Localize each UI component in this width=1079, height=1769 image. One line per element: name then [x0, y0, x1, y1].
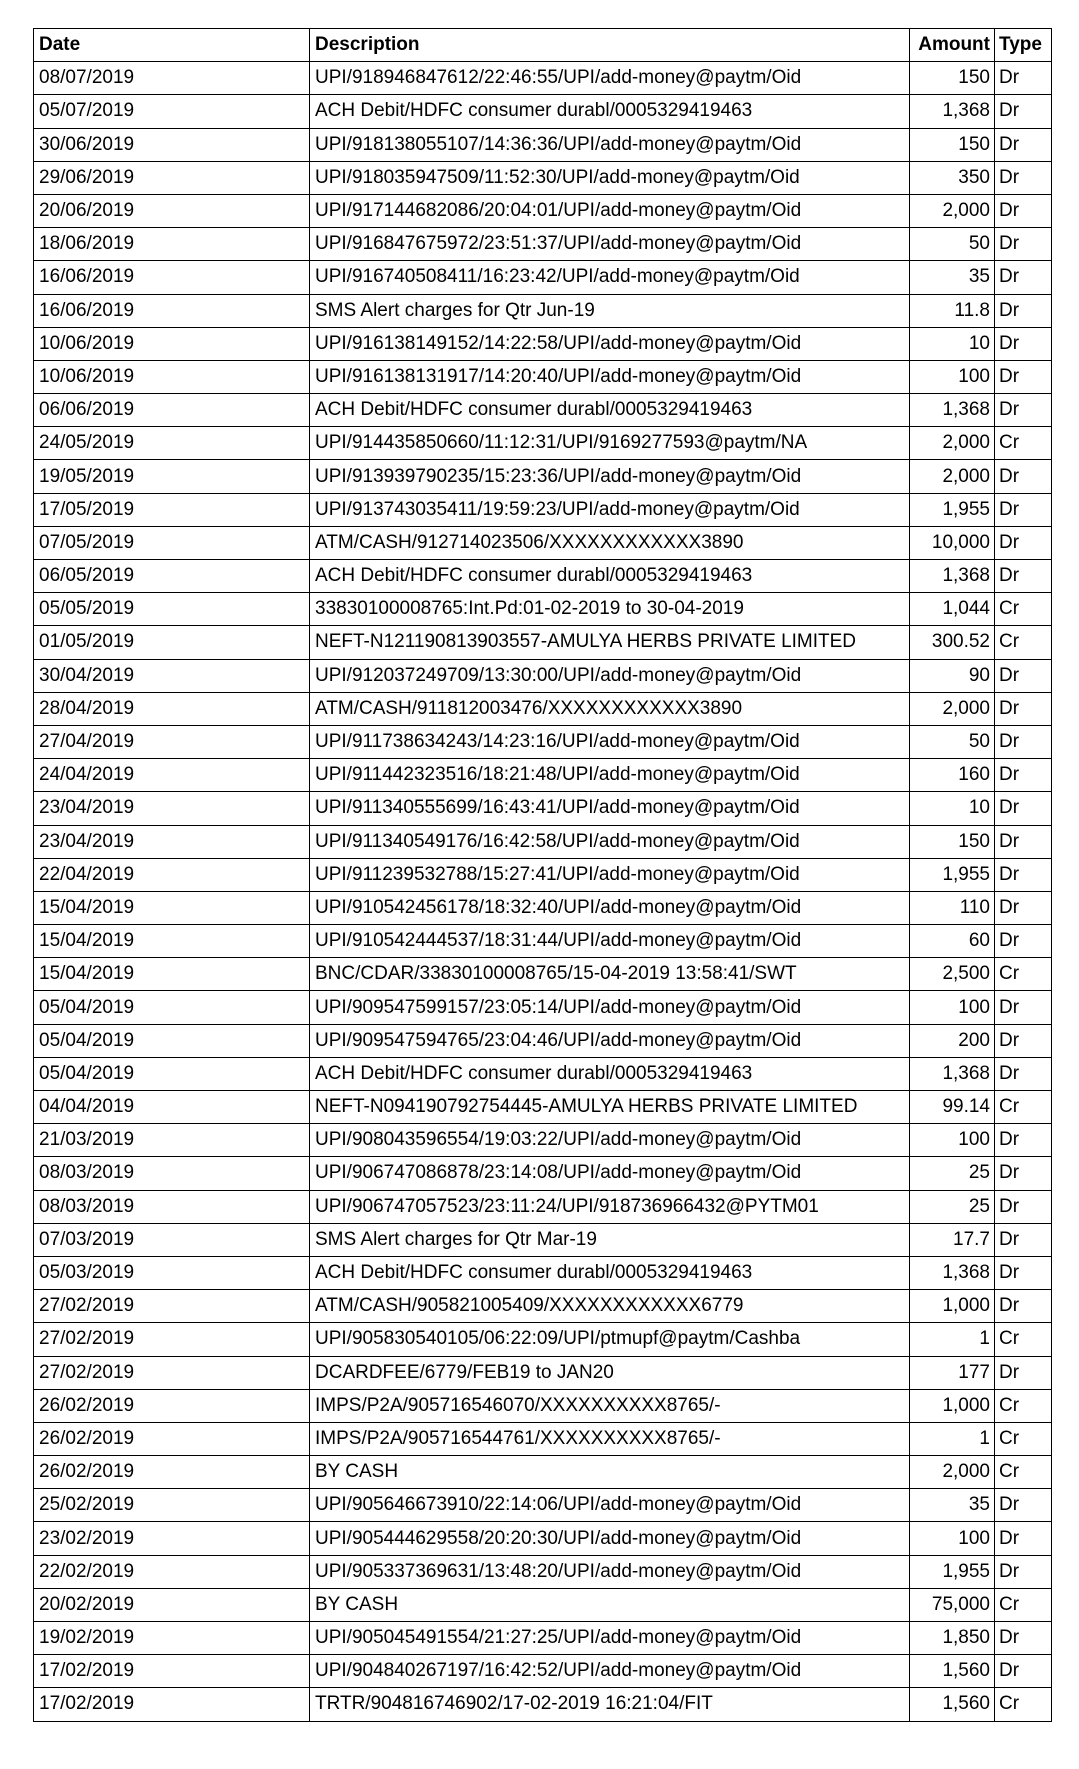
amount-cell: 1,368 — [910, 1057, 995, 1090]
type-cell: Dr — [995, 1024, 1052, 1057]
amount-cell: 11.8 — [910, 294, 995, 327]
description-cell: UPI/906747086878/23:14:08/UPI/add-money@paytm/Oid — [310, 1157, 910, 1190]
description-cell: UPI/911738634243/14:23:16/UPI/add-money@paytm/Oid — [310, 725, 910, 758]
type-cell: Dr — [995, 327, 1052, 360]
amount-cell: 1,000 — [910, 1389, 995, 1422]
table-row — [34, 327, 1052, 360]
transactions-body — [34, 62, 1052, 1721]
date-cell: 07/03/2019 — [34, 1223, 310, 1256]
date-cell: 15/04/2019 — [34, 925, 310, 958]
amount-cell: 50 — [910, 228, 995, 261]
table-row — [34, 792, 1052, 825]
table-row — [34, 593, 1052, 626]
date-cell: 28/04/2019 — [34, 692, 310, 725]
table-row — [34, 1389, 1052, 1422]
table-row — [34, 1588, 1052, 1621]
type-cell: Dr — [995, 460, 1052, 493]
table-row — [34, 1622, 1052, 1655]
date-cell: 17/02/2019 — [34, 1655, 310, 1688]
description-cell: UPI/912037249709/13:30:00/UPI/add-money@paytm/Oid — [310, 659, 910, 692]
amount-cell: 1,044 — [910, 593, 995, 626]
amount-cell: 100 — [910, 1522, 995, 1555]
type-cell: Cr — [995, 958, 1052, 991]
amount-cell: 1,368 — [910, 394, 995, 427]
table-row — [34, 1688, 1052, 1721]
type-cell: Cr — [995, 1588, 1052, 1621]
table-row — [34, 1555, 1052, 1588]
table-row — [34, 1057, 1052, 1090]
description-cell: UPI/911340555699/16:43:41/UPI/add-money@paytm/Oid — [310, 792, 910, 825]
table-row — [34, 95, 1052, 128]
amount-cell: 2,000 — [910, 692, 995, 725]
amount-cell: 25 — [910, 1157, 995, 1190]
table-row — [34, 360, 1052, 393]
amount-column-header: Amount — [910, 29, 995, 62]
table-row — [34, 261, 1052, 294]
date-cell: 10/06/2019 — [34, 327, 310, 360]
date-cell: 27/04/2019 — [34, 725, 310, 758]
type-cell: Dr — [995, 1223, 1052, 1256]
date-cell: 20/06/2019 — [34, 194, 310, 227]
description-cell: NEFT-N094190792754445-AMULYA HERBS PRIVATE LIMITED — [310, 1091, 910, 1124]
date-cell: 05/03/2019 — [34, 1256, 310, 1289]
date-cell: 24/05/2019 — [34, 427, 310, 460]
date-cell: 23/04/2019 — [34, 825, 310, 858]
table-row — [34, 858, 1052, 891]
amount-cell: 100 — [910, 1124, 995, 1157]
description-cell: UPI/905444629558/20:20:30/UPI/add-money@paytm/Oid — [310, 1522, 910, 1555]
date-cell: 07/05/2019 — [34, 526, 310, 559]
amount-cell: 100 — [910, 991, 995, 1024]
date-cell: 08/07/2019 — [34, 62, 310, 95]
description-cell: UPI/906747057523/23:11:24/UPI/918736966432@PYTM01 — [310, 1190, 910, 1223]
description-cell: BNC/CDAR/33830100008765/15-04-2019 13:58:41/SWT — [310, 958, 910, 991]
description-cell: IMPS/P2A/905716544761/XXXXXXXXXX8765/- — [310, 1422, 910, 1455]
description-cell: UPI/916740508411/16:23:42/UPI/add-money@paytm/Oid — [310, 261, 910, 294]
amount-cell: 110 — [910, 891, 995, 924]
date-cell: 22/02/2019 — [34, 1555, 310, 1588]
amount-cell: 17.7 — [910, 1223, 995, 1256]
description-cell: ACH Debit/HDFC consumer durabl/0005329419463 — [310, 95, 910, 128]
table-row — [34, 925, 1052, 958]
description-cell: UPI/911340549176/16:42:58/UPI/add-money@paytm/Oid — [310, 825, 910, 858]
date-cell: 15/04/2019 — [34, 958, 310, 991]
table-row — [34, 427, 1052, 460]
amount-cell: 60 — [910, 925, 995, 958]
type-cell: Dr — [995, 526, 1052, 559]
date-cell: 27/02/2019 — [34, 1323, 310, 1356]
amount-cell: 1 — [910, 1323, 995, 1356]
description-cell: UPI/905830540105/06:22:09/UPI/ptmupf@paytm/Cashba — [310, 1323, 910, 1356]
type-cell: Dr — [995, 62, 1052, 95]
amount-cell: 1,368 — [910, 95, 995, 128]
table-row — [34, 1489, 1052, 1522]
amount-cell: 99.14 — [910, 1091, 995, 1124]
table-row — [34, 1323, 1052, 1356]
table-row — [34, 725, 1052, 758]
type-cell: Dr — [995, 228, 1052, 261]
date-cell: 29/06/2019 — [34, 161, 310, 194]
table-row — [34, 526, 1052, 559]
type-cell: Cr — [995, 1323, 1052, 1356]
table-row — [34, 1422, 1052, 1455]
table-row — [34, 1256, 1052, 1289]
amount-cell: 1,955 — [910, 858, 995, 891]
type-cell: Dr — [995, 1522, 1052, 1555]
description-cell: 33830100008765:Int.Pd:01-02-2019 to 30-04-2019 — [310, 593, 910, 626]
date-cell: 05/04/2019 — [34, 991, 310, 1024]
description-cell: IMPS/P2A/905716546070/XXXXXXXXXX8765/- — [310, 1389, 910, 1422]
amount-cell: 150 — [910, 62, 995, 95]
description-cell: SMS Alert charges for Qtr Jun-19 — [310, 294, 910, 327]
table-row — [34, 1091, 1052, 1124]
date-cell: 05/07/2019 — [34, 95, 310, 128]
table-row — [34, 394, 1052, 427]
description-cell: ACH Debit/HDFC consumer durabl/0005329419463 — [310, 1256, 910, 1289]
table-row — [34, 62, 1052, 95]
date-cell: 18/06/2019 — [34, 228, 310, 261]
type-cell: Dr — [995, 825, 1052, 858]
description-cell: ACH Debit/HDFC consumer durabl/0005329419463 — [310, 394, 910, 427]
description-cell: UPI/905646673910/22:14:06/UPI/add-money@paytm/Oid — [310, 1489, 910, 1522]
amount-cell: 2,000 — [910, 460, 995, 493]
date-column-header: Date — [34, 29, 310, 62]
type-cell: Cr — [995, 1688, 1052, 1721]
date-cell: 17/05/2019 — [34, 493, 310, 526]
amount-cell: 1,560 — [910, 1688, 995, 1721]
description-cell: TRTR/904816746902/17-02-2019 16:21:04/FIT — [310, 1688, 910, 1721]
table-row — [34, 128, 1052, 161]
amount-cell: 1,560 — [910, 1655, 995, 1688]
amount-cell: 2,000 — [910, 427, 995, 460]
table-row — [34, 460, 1052, 493]
transactions-table — [33, 28, 1052, 1722]
type-cell: Dr — [995, 1124, 1052, 1157]
description-cell: UPI/916847675972/23:51:37/UPI/add-money@paytm/Oid — [310, 228, 910, 261]
amount-cell: 200 — [910, 1024, 995, 1057]
description-cell: UPI/910542456178/18:32:40/UPI/add-money@paytm/Oid — [310, 891, 910, 924]
description-cell: UPI/918035947509/11:52:30/UPI/add-money@paytm/Oid — [310, 161, 910, 194]
description-cell: ATM/CASH/912714023506/XXXXXXXXXXXX3890 — [310, 526, 910, 559]
date-cell: 05/04/2019 — [34, 1024, 310, 1057]
date-cell: 04/04/2019 — [34, 1091, 310, 1124]
amount-cell: 150 — [910, 128, 995, 161]
description-cell: ACH Debit/HDFC consumer durabl/0005329419463 — [310, 1057, 910, 1090]
header-row — [34, 29, 1052, 62]
amount-cell: 50 — [910, 725, 995, 758]
type-cell: Dr — [995, 1256, 1052, 1289]
date-cell: 06/06/2019 — [34, 394, 310, 427]
date-cell: 16/06/2019 — [34, 261, 310, 294]
amount-cell: 1,000 — [910, 1290, 995, 1323]
description-cell: UPI/910542444537/18:31:44/UPI/add-money@paytm/Oid — [310, 925, 910, 958]
table-row — [34, 1356, 1052, 1389]
date-cell: 16/06/2019 — [34, 294, 310, 327]
date-cell: 25/02/2019 — [34, 1489, 310, 1522]
description-cell: UPI/913743035411/19:59:23/UPI/add-money@paytm/Oid — [310, 493, 910, 526]
type-cell: Dr — [995, 394, 1052, 427]
date-cell: 27/02/2019 — [34, 1290, 310, 1323]
date-cell: 08/03/2019 — [34, 1157, 310, 1190]
type-cell: Dr — [995, 659, 1052, 692]
date-cell: 23/02/2019 — [34, 1522, 310, 1555]
date-cell: 10/06/2019 — [34, 360, 310, 393]
table-row — [34, 1655, 1052, 1688]
type-cell: Dr — [995, 194, 1052, 227]
description-cell: ATM/CASH/905821005409/XXXXXXXXXXXX6779 — [310, 1290, 910, 1323]
date-cell: 26/02/2019 — [34, 1456, 310, 1489]
type-cell: Cr — [995, 427, 1052, 460]
type-cell: Cr — [995, 1456, 1052, 1489]
table-row — [34, 228, 1052, 261]
description-cell: UPI/905337369631/13:48:20/UPI/add-money@paytm/Oid — [310, 1555, 910, 1588]
table-row — [34, 1157, 1052, 1190]
amount-cell: 160 — [910, 759, 995, 792]
type-cell: Cr — [995, 626, 1052, 659]
table-row — [34, 659, 1052, 692]
description-cell: UPI/905045491554/21:27:25/UPI/add-money@paytm/Oid — [310, 1622, 910, 1655]
amount-cell: 1 — [910, 1422, 995, 1455]
type-cell: Dr — [995, 360, 1052, 393]
amount-cell: 75,000 — [910, 1588, 995, 1621]
description-cell: UPI/911442323516/18:21:48/UPI/add-money@paytm/Oid — [310, 759, 910, 792]
type-cell: Dr — [995, 1290, 1052, 1323]
type-cell: Dr — [995, 95, 1052, 128]
amount-cell: 10 — [910, 327, 995, 360]
type-cell: Dr — [995, 725, 1052, 758]
date-cell: 22/04/2019 — [34, 858, 310, 891]
description-cell: UPI/917144682086/20:04:01/UPI/add-money@paytm/Oid — [310, 194, 910, 227]
type-cell: Cr — [995, 593, 1052, 626]
date-cell: 23/04/2019 — [34, 792, 310, 825]
date-cell: 21/03/2019 — [34, 1124, 310, 1157]
date-cell: 27/02/2019 — [34, 1356, 310, 1389]
type-cell: Dr — [995, 493, 1052, 526]
description-cell: UPI/918946847612/22:46:55/UPI/add-money@paytm/Oid — [310, 62, 910, 95]
type-cell: Dr — [995, 925, 1052, 958]
date-cell: 06/05/2019 — [34, 560, 310, 593]
type-cell: Cr — [995, 1422, 1052, 1455]
description-cell: BY CASH — [310, 1588, 910, 1621]
description-cell: UPI/909547599157/23:05:14/UPI/add-money@paytm/Oid — [310, 991, 910, 1024]
type-cell: Dr — [995, 858, 1052, 891]
type-cell: Dr — [995, 1356, 1052, 1389]
date-cell: 24/04/2019 — [34, 759, 310, 792]
table-row — [34, 1024, 1052, 1057]
amount-cell: 35 — [910, 261, 995, 294]
type-cell: Dr — [995, 792, 1052, 825]
amount-cell: 177 — [910, 1356, 995, 1389]
amount-cell: 2,000 — [910, 1456, 995, 1489]
amount-cell: 1,368 — [910, 560, 995, 593]
date-cell: 19/05/2019 — [34, 460, 310, 493]
description-cell: UPI/909547594765/23:04:46/UPI/add-money@paytm/Oid — [310, 1024, 910, 1057]
date-cell: 08/03/2019 — [34, 1190, 310, 1223]
table-row — [34, 1456, 1052, 1489]
table-row — [34, 991, 1052, 1024]
table-row — [34, 194, 1052, 227]
type-cell: Dr — [995, 759, 1052, 792]
description-cell: UPI/916138149152/14:22:58/UPI/add-money@paytm/Oid — [310, 327, 910, 360]
table-row — [34, 493, 1052, 526]
table-row — [34, 825, 1052, 858]
description-cell: UPI/911239532788/15:27:41/UPI/add-money@paytm/Oid — [310, 858, 910, 891]
amount-cell: 90 — [910, 659, 995, 692]
type-cell: Dr — [995, 161, 1052, 194]
type-cell: Dr — [995, 294, 1052, 327]
type-cell: Dr — [995, 1489, 1052, 1522]
type-cell: Dr — [995, 261, 1052, 294]
description-cell: UPI/913939790235/15:23:36/UPI/add-money@paytm/Oid — [310, 460, 910, 493]
type-column-header: Type — [995, 29, 1052, 62]
amount-cell: 1,955 — [910, 1555, 995, 1588]
table-row — [34, 626, 1052, 659]
table-row — [34, 692, 1052, 725]
description-cell: ACH Debit/HDFC consumer durabl/0005329419463 — [310, 560, 910, 593]
amount-cell: 1,955 — [910, 493, 995, 526]
date-cell: 20/02/2019 — [34, 1588, 310, 1621]
table-row — [34, 1290, 1052, 1323]
date-cell: 30/06/2019 — [34, 128, 310, 161]
table-row — [34, 1124, 1052, 1157]
amount-cell: 25 — [910, 1190, 995, 1223]
amount-cell: 1,850 — [910, 1622, 995, 1655]
amount-cell: 300.52 — [910, 626, 995, 659]
type-cell: Dr — [995, 1655, 1052, 1688]
type-cell: Dr — [995, 1555, 1052, 1588]
table-row — [34, 958, 1052, 991]
table-row — [34, 759, 1052, 792]
table-row — [34, 1522, 1052, 1555]
amount-cell: 1,368 — [910, 1256, 995, 1289]
description-cell: DCARDFEE/6779/FEB19 to JAN20 — [310, 1356, 910, 1389]
date-cell: 26/02/2019 — [34, 1389, 310, 1422]
date-cell: 19/02/2019 — [34, 1622, 310, 1655]
type-cell: Cr — [995, 1091, 1052, 1124]
table-row — [34, 560, 1052, 593]
table-row — [34, 1223, 1052, 1256]
date-cell: 30/04/2019 — [34, 659, 310, 692]
table-row — [34, 1190, 1052, 1223]
type-cell: Cr — [995, 1389, 1052, 1422]
description-cell: SMS Alert charges for Qtr Mar-19 — [310, 1223, 910, 1256]
amount-cell: 35 — [910, 1489, 995, 1522]
amount-cell: 10 — [910, 792, 995, 825]
description-cell: ATM/CASH/911812003476/XXXXXXXXXXXX3890 — [310, 692, 910, 725]
date-cell: 17/02/2019 — [34, 1688, 310, 1721]
description-cell: UPI/918138055107/14:36:36/UPI/add-money@paytm/Oid — [310, 128, 910, 161]
type-cell: Dr — [995, 1190, 1052, 1223]
amount-cell: 150 — [910, 825, 995, 858]
description-cell: BY CASH — [310, 1456, 910, 1489]
type-cell: Dr — [995, 560, 1052, 593]
amount-cell: 10,000 — [910, 526, 995, 559]
amount-cell: 2,000 — [910, 194, 995, 227]
amount-cell: 2,500 — [910, 958, 995, 991]
type-cell: Dr — [995, 991, 1052, 1024]
description-column-header: Description — [310, 29, 910, 62]
amount-cell: 350 — [910, 161, 995, 194]
date-cell: 05/05/2019 — [34, 593, 310, 626]
amount-cell: 100 — [910, 360, 995, 393]
description-cell: NEFT-N121190813903557-AMULYA HERBS PRIVATE LIMITED — [310, 626, 910, 659]
type-cell: Dr — [995, 891, 1052, 924]
type-cell: Dr — [995, 1157, 1052, 1190]
type-cell: Dr — [995, 1622, 1052, 1655]
type-cell: Dr — [995, 128, 1052, 161]
table-row — [34, 891, 1052, 924]
table-row — [34, 294, 1052, 327]
type-cell: Dr — [995, 1057, 1052, 1090]
description-cell: UPI/914435850660/11:12:31/UPI/9169277593@paytm/NA — [310, 427, 910, 460]
table-row — [34, 161, 1052, 194]
description-cell: UPI/916138131917/14:20:40/UPI/add-money@paytm/Oid — [310, 360, 910, 393]
type-cell: Dr — [995, 692, 1052, 725]
date-cell: 05/04/2019 — [34, 1057, 310, 1090]
date-cell: 26/02/2019 — [34, 1422, 310, 1455]
description-cell: UPI/904840267197/16:42:52/UPI/add-money@paytm/Oid — [310, 1655, 910, 1688]
description-cell: UPI/908043596554/19:03:22/UPI/add-money@paytm/Oid — [310, 1124, 910, 1157]
date-cell: 15/04/2019 — [34, 891, 310, 924]
date-cell: 01/05/2019 — [34, 626, 310, 659]
